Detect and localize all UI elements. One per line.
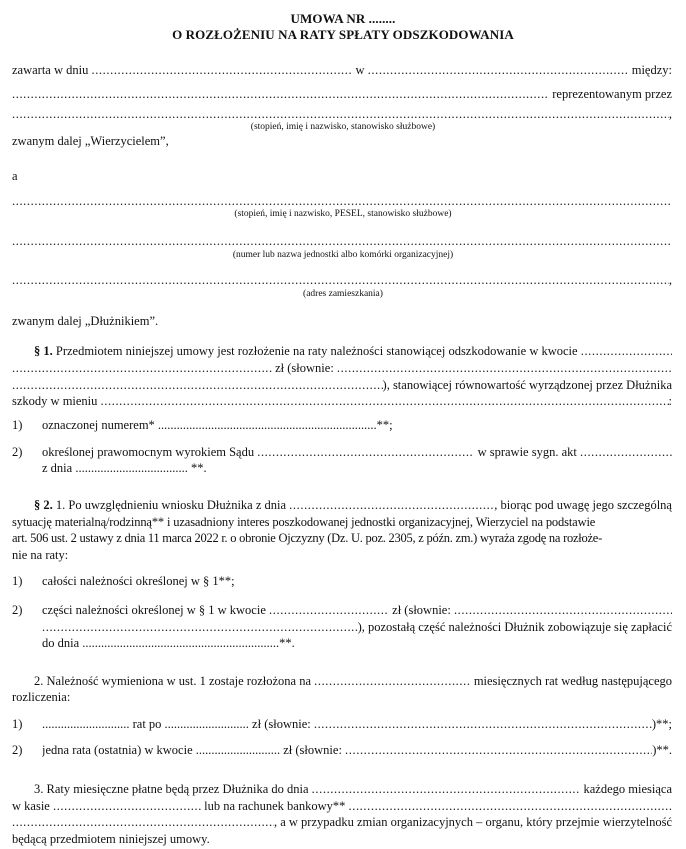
paragraph3-line4: będącą przedmiotem niniejszej umowy. [12, 832, 210, 846]
line-unit [12, 233, 672, 249]
fill-dots[interactable] [91, 62, 352, 78]
document-subtitle: O ROZŁOŻENIU NA RATY SPŁATY ODSZKODOWANIA [172, 27, 514, 42]
item-number: 1) [12, 574, 23, 588]
item-number: 2) [12, 603, 23, 617]
text-segment: w sprawie sygn. akt [474, 445, 580, 459]
text-segment: 2. Należność wymieniona w ust. 1 zostaje rozłożona na [34, 674, 315, 688]
section1-line2 [12, 360, 672, 376]
fill-dots[interactable] [314, 673, 471, 689]
paragraph2-item2 [42, 742, 672, 758]
section1-line3 [12, 377, 672, 393]
caption-unit: (numer lub nazwa jednostki albo komórki organizacyjnej) [232, 250, 454, 260]
item-number: 2) [12, 743, 23, 757]
text-segment: Przedmiotem niniejszej umowy jest rozłożenie na raty należności stanowiącej odszkodowanie w kwocie [52, 344, 581, 358]
fill-dots[interactable] [12, 377, 383, 393]
debtor-designation: zwanym dalej „Dłużnikiem”. [12, 314, 159, 328]
fill-dots[interactable] [12, 814, 274, 830]
paragraph2-item1 [42, 716, 672, 732]
paragraph3-line1 [12, 781, 672, 797]
text-segment: jedna rata (ostatnia) w kwocie ........................... zł (słownie: [42, 743, 346, 757]
line-address [12, 272, 672, 288]
fill-dots[interactable] [368, 62, 629, 78]
paragraph2-line2: rozliczenia: [12, 690, 71, 704]
section1-line1 [12, 343, 672, 359]
section2-line2: sytuację materialną/rodzinną** i uzasadniony interes poszkodowanej jednostki organizacyjnej, Wierzyciel na podstawie [12, 515, 596, 529]
fill-dots[interactable] [289, 497, 494, 513]
text-segment: w kasie [12, 799, 53, 813]
fill-dots[interactable]: ............................................................... [82, 636, 280, 650]
text-segment: , [668, 107, 672, 121]
fill-dots[interactable] [12, 106, 669, 122]
fill-dots[interactable] [349, 798, 673, 814]
text-segment: ), pozostałą część należności Dłużnik zobowiązuje się zapłacić [357, 620, 672, 634]
text-segment: szkody w mieniu [12, 394, 101, 408]
fill-dots[interactable] [345, 742, 652, 758]
section2-item1: całości należności określonej w § 1**; [42, 574, 235, 588]
creditor-designation: zwanym dalej „Wierzycielem”, [12, 134, 169, 148]
text-segment: części należności określonej w § 1 w kwocie [42, 603, 270, 617]
text-segment: **. [187, 461, 207, 475]
text-segment: określonej prawomocnym wyrokiem Sądu [42, 445, 258, 459]
fill-dots[interactable] [12, 86, 549, 102]
fill-dots[interactable] [454, 602, 672, 618]
fill-dots[interactable] [12, 193, 672, 209]
text-segment: , a w przypadku zmian organizacyjnych – organu, który przejmie wierzytelność [273, 815, 672, 829]
item-number: 2) [12, 445, 23, 459]
fill-dots[interactable] [257, 444, 474, 460]
text-segment: miesięcznych rat według następującego [470, 674, 672, 688]
fill-dots[interactable] [12, 233, 672, 249]
section2-line4: nie na raty: [12, 548, 69, 562]
caption-representative: (stopień, imię i nazwisko, stanowisko służbowe) [250, 122, 436, 132]
text-segment: : [668, 394, 672, 408]
text-segment: ), stanowiącej równowartość wyrządzonej przez Dłużnika [382, 378, 672, 392]
fill-dots[interactable] [581, 343, 672, 359]
fill-dots[interactable] [42, 619, 358, 635]
text-segment: ............................ rat po ........................... zł (słownie: [42, 717, 314, 731]
line-representative [12, 106, 672, 122]
paragraph3-line3 [12, 814, 672, 830]
fill-dots[interactable] [53, 798, 201, 814]
document-title: UMOWA NR ........ [290, 11, 396, 26]
text-segment: 1. Po uwzględnieniu wniosku Dłużnika z dnia [52, 498, 290, 512]
text-segment: , [668, 273, 672, 287]
fill-dots[interactable] [580, 444, 672, 460]
section2-line1 [12, 497, 672, 513]
line-debtor [12, 193, 672, 209]
section2-mark: § 2. [34, 498, 53, 512]
text-segment: )**. [652, 743, 672, 757]
text-segment: )**; [651, 717, 672, 731]
text-segment: reprezentowanym przez [549, 87, 672, 101]
text-segment: , biorąc pod uwagę jego szczególną [494, 498, 672, 512]
text-segment: **; [376, 418, 393, 432]
fill-dots[interactable] [12, 360, 272, 376]
line-concluded-date [12, 62, 672, 78]
text-segment: z dnia [42, 461, 76, 475]
section2-item2-line1 [42, 602, 672, 618]
text-segment: zł (słownie: [389, 603, 454, 617]
text-segment: między: [628, 63, 672, 77]
fill-dots[interactable] [312, 781, 581, 797]
text-segment: 3. Raty miesięczne płatne będą przez Dłużnika do dnia [34, 782, 312, 796]
fill-dots[interactable] [12, 272, 669, 288]
paragraph2-line1 [12, 673, 672, 689]
section1-line4 [12, 393, 672, 409]
section2-line3: art. 506 ust. 2 ustawy z dnia 11 marca 2022 r. o obronie Ojczyzny (Dz. U. poz. 2305, z późn. zm.) wyraża zgodę na rozłoże- [12, 531, 603, 545]
section1-item1 [42, 417, 672, 433]
fill-dots[interactable] [337, 360, 672, 376]
paragraph3-line2 [12, 798, 672, 814]
section1-mark: § 1. [34, 344, 53, 358]
fill-dots[interactable] [101, 393, 669, 409]
text-segment: każdego miesiąca [580, 782, 672, 796]
text-segment: lub na rachunek bankowy** [200, 799, 349, 813]
text-segment: zł (słownie: [272, 361, 337, 375]
text-segment: oznaczonej numerem* [42, 418, 158, 432]
fill-dots[interactable] [314, 716, 652, 732]
section1-item2-line1 [42, 444, 672, 460]
text-segment: do dnia [42, 636, 83, 650]
fill-dots[interactable]: ...................................................................... [157, 418, 377, 432]
fill-dots[interactable] [269, 602, 389, 618]
section2-item2-line2 [42, 619, 672, 635]
item-number: 1) [12, 418, 23, 432]
fill-dots[interactable]: .................................... [75, 461, 188, 475]
line-creditor [12, 86, 672, 102]
caption-debtor: (stopień, imię i nazwisko, PESEL, stanowisko służbowe) [234, 209, 452, 219]
text-segment: zawarta w dniu [12, 63, 92, 77]
section1-item2-line2 [42, 460, 672, 476]
text-segment: **. [279, 636, 295, 650]
section2-item2-line3 [42, 635, 672, 651]
caption-address: (adres zamieszkania) [303, 289, 383, 299]
item-number: 1) [12, 717, 23, 731]
text-segment: w [352, 63, 368, 77]
conjunction-a: a [12, 169, 18, 183]
